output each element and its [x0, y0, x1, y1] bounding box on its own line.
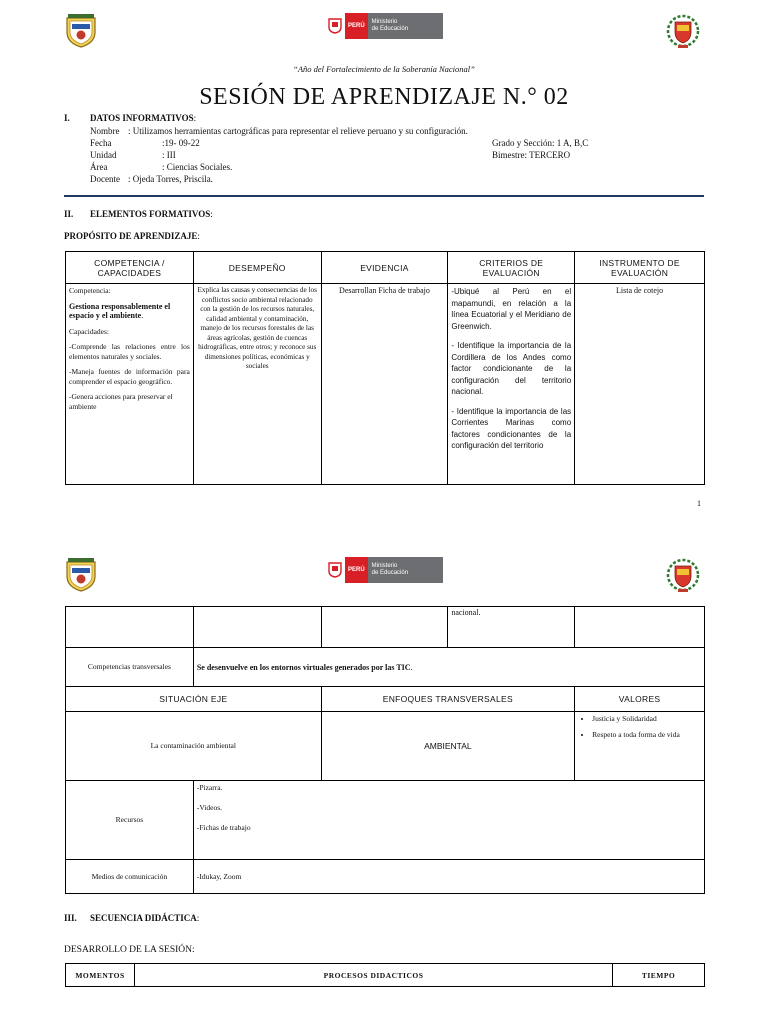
recurso-item: -Pizarra. — [196, 783, 223, 792]
desarrollo-heading: DESARROLLO DE LA SESIÓN: — [64, 945, 195, 955]
header-evidencia: EVIDENCIA — [321, 252, 448, 284]
ministerio-label: Ministerio de Educación — [368, 13, 443, 39]
nombre-label: Nombre — [90, 126, 120, 136]
secuencia-table — [65, 963, 705, 987]
valor-item: • Justicia y Solidaridad — [592, 714, 701, 724]
empty-cell — [575, 607, 705, 648]
page-number: 1 — [697, 499, 701, 508]
empty-cell — [66, 607, 194, 648]
ministerio-educacion-logo — [325, 557, 443, 583]
situacion-value: La contaminación ambiental — [66, 712, 322, 781]
recursos-row — [66, 781, 705, 860]
recurso-item: -Videos. — [196, 803, 223, 812]
capacidad-item: -Comprende las relaciones entre los elementos naturales y sociales. — [69, 342, 190, 361]
continuation-row — [66, 607, 705, 648]
competencia-label: Competencia: — [69, 286, 111, 295]
capacidad-item: -Maneja fuentes de información para comprender el espacio geográfico. — [69, 367, 190, 386]
competencias-transversales-table — [65, 647, 705, 687]
ministerio-label: Ministerio de Educación — [368, 557, 443, 583]
secuencia-header-row — [66, 964, 705, 987]
situacion-body-row — [66, 712, 705, 781]
header-momentos: MOMENTOS — [66, 964, 135, 987]
capacidad-item: -Genera acciones para preservar el ambiente — [69, 392, 173, 411]
docente-label: Docente — [90, 174, 120, 184]
instrumento-cell: Lista de cotejo — [575, 284, 705, 485]
institution-emblem-logo — [666, 14, 700, 50]
year-motto: “Año del Fortalecimiento de la Soberanía Nacional” — [293, 64, 475, 74]
medios-label: Medios de comunicación — [66, 860, 194, 894]
propositos-body-row — [66, 284, 705, 485]
header-enfoques: ENFOQUES TRANSVERSALES — [321, 687, 575, 712]
empty-cell — [193, 607, 321, 648]
criterio-continuation: nacional. — [448, 607, 575, 648]
header-criterios: CRITERIOS DE EVALUACIÓN — [448, 252, 575, 284]
propositos-header-row — [66, 252, 705, 284]
valor-item: • Respeto a toda forma de vida — [592, 730, 701, 740]
page-title: SESIÓN DE APRENDIZAJE N.° 02 — [199, 84, 569, 110]
capacidades-label: Capacidades: — [69, 326, 109, 336]
propositos-table — [65, 251, 705, 485]
comp-trans-label: Competencias transversales — [66, 648, 194, 687]
criterio-item: - Identifique la importancia de las Corrientes Marinas como factores condicionantes de la configuración del territorio — [451, 406, 572, 450]
competencias-transversales-row — [66, 648, 705, 687]
empty-cell — [321, 607, 448, 648]
area-value: : Ciencias Sociales. — [162, 162, 233, 172]
fecha-label: Fecha — [90, 138, 112, 148]
header-competencia: COMPETENCIA / CAPACIDADES — [66, 252, 194, 284]
competencia-name: Gestiona responsablemente el espacio y el ambiente. — [69, 301, 171, 320]
peru-label: PERÚ — [345, 557, 368, 583]
section-ii-number: II. — [64, 209, 74, 219]
institution-emblem-logo — [666, 558, 700, 594]
medios-row — [66, 860, 705, 894]
header-situacion-eje: SITUACIÓN EJE — [66, 687, 322, 712]
recursos-list — [193, 781, 704, 860]
header-desempeno: DESEMPEÑO — [193, 252, 321, 284]
criterio-item: -Ubiqué al Perú en el mapamundi, en relación a la línea Ecuatorial y el Meridiano de Greenwich. — [451, 287, 572, 331]
peru-shield-icon — [325, 557, 345, 583]
comp-trans-value: Se desenvuelve en los entornos virtuales generados por las TIC. — [193, 648, 704, 687]
school-crest-logo — [64, 556, 98, 592]
header-tiempo: TIEMPO — [613, 964, 705, 987]
docente-value: : Ojeda Torres, Priscila. — [128, 174, 213, 184]
section-ii-heading: ELEMENTOS FORMATIVOS: — [90, 209, 213, 219]
section-i-number: I. — [64, 113, 70, 123]
header-valores: VALORES — [575, 687, 705, 712]
section-divider — [64, 195, 704, 197]
unidad-value: : III — [162, 150, 176, 160]
situacion-header-row — [66, 687, 705, 712]
recurso-item: -Fichas de trabajo — [196, 823, 251, 832]
medios-value: -Idukay, Zoom — [193, 860, 704, 894]
section-iii-number: III. — [64, 913, 77, 923]
competencia-cell — [66, 284, 194, 485]
criterios-cell — [448, 284, 575, 485]
continuation-table — [65, 606, 705, 648]
valores-cell — [575, 712, 705, 781]
unidad-label: Unidad — [90, 150, 117, 160]
header-procesos: PROCESOS DIDACTICOS — [134, 964, 612, 987]
evidencia-cell: Desarrollan Ficha de trabajo — [321, 284, 448, 485]
header-instrumento: INSTRUMENTO DE EVALUACIÓN — [575, 252, 705, 284]
nombre-value: : Utilizamos herramientas cartográficas para representar el relieve peruano y su configuración. — [128, 126, 468, 136]
recursos-label: Recursos — [66, 781, 194, 860]
peru-label: PERÚ — [345, 13, 368, 39]
desempeno-cell: Explica las causas y consecuencias de los conflictos socio ambiental relacionado con la gestión de los recursos naturales, calidad ambiental y contaminación, manejo de los recursos forestales de las áreas agrícolas, gestión de cuencas hidrográficas, entre otros; y reconoce sus dimensiones políticas, económicas y sociales — [193, 284, 321, 485]
fecha-value: :19- 09-22 — [162, 138, 200, 148]
school-crest-logo — [64, 12, 98, 48]
situacion-table — [65, 686, 705, 781]
bimestre: Bimestre: TERCERO — [492, 150, 571, 160]
enfoque-value: AMBIENTAL — [321, 712, 575, 781]
recursos-table — [65, 780, 705, 894]
section-i-heading: DATOS INFORMATIVOS: — [90, 113, 197, 123]
criterio-item: - Identifique la importancia de la Cordillera de los Andes como factor condicionante de la configuración del territorio nacional. — [451, 341, 572, 396]
section-iii-heading: SECUENCIA DIDÁCTICA: — [90, 913, 200, 923]
peru-shield-icon — [325, 13, 345, 39]
area-label: Área — [90, 162, 108, 172]
ministerio-educacion-logo — [325, 13, 443, 39]
grado-seccion: Grado y Sección: 1 A, B,C — [492, 138, 589, 148]
proposito-heading: PROPÓSITO DE APRENDIZAJE: — [64, 231, 200, 241]
